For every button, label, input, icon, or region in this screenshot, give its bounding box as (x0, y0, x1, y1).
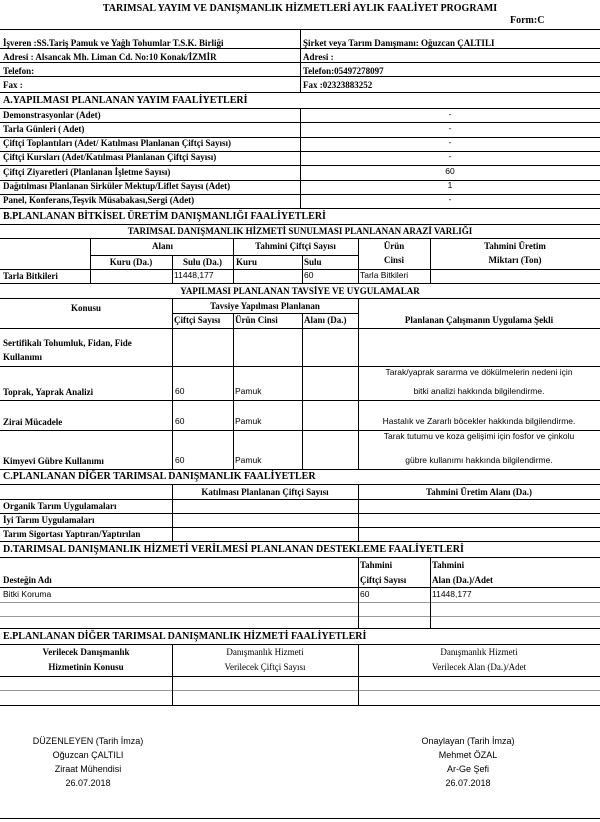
sign-right-line1: Onaylayan (Tarih İmza) (421, 736, 515, 746)
d-row-alan: 11448,177 (432, 589, 472, 599)
section-b-title: B.PLANLANAN BİTKİSEL ÜRETİM DANIŞMANLIĞI FAALİYETLERİ (3, 211, 326, 222)
advice-topic: Zirai Mücadele (3, 417, 63, 427)
th-cinsi: Cinsi (383, 255, 404, 265)
land-subtitle: TARIMSAL DANIŞMANLIK HİZMETİ SUNULMASI PLANLANAN ARAZİ VARLIĞI (127, 226, 473, 236)
th-d-ciftci: Çiftçi Sayısı (360, 575, 407, 585)
th-ciftci-sayisi: Çiftçi Sayısı (174, 315, 221, 325)
land-row-urun: Tarla Bitkileri (360, 270, 409, 280)
activity-label: Dağıtılması Planlanan Sirküler Mektup/Liflet Sayısı (Adet) (3, 181, 231, 191)
th-tahmini-ciftci: Tahmini Çiftçi Sayısı (255, 241, 336, 251)
th-sulu: Sulu (Da.) (182, 257, 222, 267)
section-a-title: A.YAPILMASI PLANLANAN YAYIM FAALİYETLERİ (3, 95, 248, 106)
advice-topic: Toprak, Yaprak Analizi (3, 387, 94, 397)
activity-label: Panel, Konferans,Teşvik Müsabakası,Sergi (Adet) (3, 195, 195, 206)
th-alan-da: Alanı (Da.) (304, 315, 347, 325)
sign-left-line1: DÜZENLEYEN (Tarih İmza) (32, 736, 144, 746)
land-row-sulu: 11448,177 (174, 270, 214, 280)
activity-value: 60 (445, 165, 455, 176)
th-katilma: Katılması Planlanan Çiftçi Sayısı (201, 487, 329, 497)
phone-left: Telefon: (3, 66, 35, 76)
advice-urun: Pamuk (235, 416, 262, 426)
sign-left-title: Ziraat Mühendisi (54, 764, 122, 774)
th-d-alan: Alan (Da.)/Adet (432, 575, 493, 585)
section-c-title: C.PLANLANAN DİĞER TARIMSAL DANIŞMANLIK FAALİYETLER (3, 471, 316, 482)
advice-urun: Pamuk (235, 455, 262, 465)
fax-right: Fax :02323883252 (303, 80, 373, 90)
activity-label: Çiftçi Ziyaretleri (Planlanan İşletme Sayısı) (3, 166, 171, 177)
advice-method: Tarak/yaprak sararma ve dökülmelerin nedeni için (385, 367, 573, 377)
sign-right-title: Ar-Ge Şefi (446, 764, 489, 774)
activity-value: - (448, 151, 452, 162)
advice-topic-2: Kullanımı (3, 352, 43, 362)
sign-left-date: 26.07.2018 (65, 778, 111, 788)
land-row-ciftci: 60 (304, 270, 314, 280)
sign-right-date: 26.07.2018 (445, 778, 491, 788)
th-kuru: Kuru (Da.) (109, 257, 153, 267)
fax-left: Fax : (3, 80, 23, 90)
th-e-alan-2: Verilecek Alan (Da.)/Adet (431, 662, 527, 672)
phone-right: Telefon:05497278097 (303, 66, 384, 76)
advice-ciftci: 60 (175, 455, 185, 465)
th-e-konu-1: Verilecek Danışmanlık (42, 647, 130, 657)
activity-label: Çiftçi Toplantıları (Adet/ Katılması Planlanan Çiftçi Sayısı) (3, 138, 232, 149)
th-kuru2: Kuru (236, 257, 258, 267)
activity-label: Tarla Günleri ( Adet) (3, 123, 85, 134)
activity-value: - (448, 108, 452, 119)
activity-value: - (448, 122, 452, 133)
advice-topic: Sertifikalı Tohumluk, Fidan, Fide (3, 338, 132, 348)
th-miktari: Miktarı (Ton) (488, 255, 542, 265)
advice-method-2: bitki analizi hakkında bilgilendirme. (413, 386, 545, 396)
page-title: TARIMSAL YAYIM VE DANIŞMANLIK HİZMETLERİ AYLIK FAALİYET PROGRAMI (102, 3, 498, 14)
sign-right-name: Mehmet ÖZAL (438, 750, 498, 760)
advice-method-2: gübre kullanımı hakkında bilgilendirme. (405, 455, 553, 465)
th-d-tahmini: Tahmini (360, 560, 393, 570)
activity-value: - (448, 194, 452, 205)
other-activity-label: Organik Tarım Uygulamaları (3, 500, 117, 511)
d-row-name: Bitki Koruma (3, 589, 52, 599)
consultant: Şirket veya Tarım Danışmanı: Oğuzcan ÇALTILI (303, 38, 495, 48)
advice-title: YAPILMASI PLANLANAN TAVSİYE VE UYGULAMALAR (180, 286, 420, 296)
d-row-ciftci: 60 (360, 589, 370, 599)
sign-left-name: Oğuzcan ÇALTILI (52, 750, 124, 760)
th-sulu2: Sulu (304, 257, 322, 267)
other-activity-label: Tarım Sigortası Yaptıran/Yaptırılan (3, 528, 141, 539)
employer: İşveren :SS.Tariş Pamuk ve Yağlı Tohumlar T.S.K. Birliği (3, 38, 224, 48)
form-code: Form:C (510, 15, 545, 26)
advice-topic: Kimyevi Gübre Kullanımı (3, 456, 104, 466)
th-e-konu-2: Hizmetinin Konusu (48, 662, 124, 672)
th-konusu: Konusu (70, 303, 102, 313)
th-e-ciftci-2: Verilecek Çiftçi Sayısı (224, 662, 306, 672)
th-e-alan-1: Danışmanlık Hizmeti (440, 647, 518, 657)
th-tavsiye: Tavsiye Yapılması Planlanan (210, 301, 320, 311)
th-d-tahmini2: Tahmini (432, 560, 465, 570)
land-row-label: Tarla Bitkileri (3, 271, 58, 281)
th-tahmini-uretim: Tahmini Üretim (484, 241, 546, 251)
th-alani: Alanı (151, 241, 173, 251)
address-right: Adresi : (303, 52, 334, 62)
address-left: Adresi : Alsancak Mh. Liman Cd. No:10 Konak/İZMİR (3, 52, 217, 62)
advice-ciftci: 60 (175, 416, 185, 426)
advice-ciftci: 60 (175, 386, 185, 396)
advice-method: Tarak tutumu ve koza gelişimi için fosfor ve çinkolu (383, 431, 575, 441)
section-e-title: E.PLANLANAN DİĞER TARIMSAL DANIŞMANLIK HİZMETİ FAALİYETLERİ (3, 631, 367, 642)
activity-value: 1 (447, 180, 453, 190)
other-activity-label: İyi Tarım Uygulamaları (3, 514, 95, 525)
th-tahmini-uretim-alan: Tahmini Üretim Alanı (Da.) (425, 487, 532, 497)
advice-urun: Pamuk (235, 386, 262, 396)
activity-value: - (448, 137, 452, 148)
activity-label: Çiftçi Kursları (Adet/Katılması Planlanan Çiftçi Sayısı) (3, 152, 217, 163)
th-urun: Ürün (383, 241, 405, 251)
th-calisma: Planlanan Çalışmanın Uygulama Şekli (404, 315, 554, 325)
activity-label: Demonstrasyonlar (Adet) (3, 109, 101, 120)
th-urun-cinsi: Ürün Cinsi (235, 315, 278, 325)
advice-method: Hastalık ve Zararlı böcekler hakkında bilgilendirme. (382, 416, 576, 426)
th-e-ciftci-1: Danışmanlık Hizmeti (226, 647, 304, 657)
th-destek: Desteğin Adı (3, 575, 52, 585)
section-d-title: D.TARIMSAL DANIŞMANLIK HİZMETİ VERİLMESİ PLANLANAN DESTEKLEME FAALİYETLERİ (3, 544, 464, 555)
